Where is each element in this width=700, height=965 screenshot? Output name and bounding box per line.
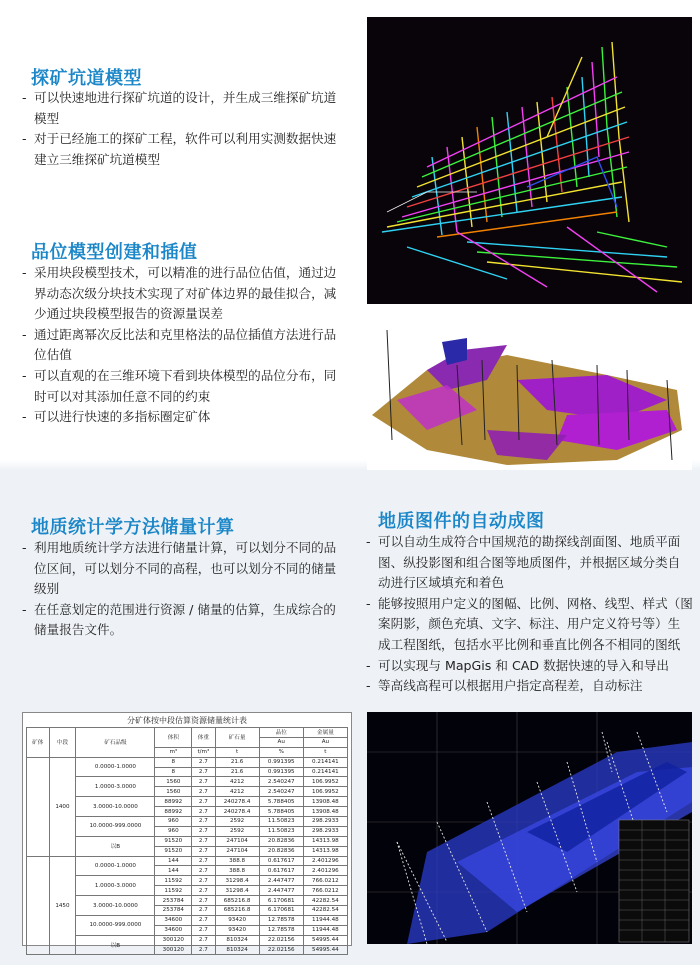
table-cell: 20.82836	[259, 836, 303, 846]
table-cell: 298.2933	[303, 817, 347, 827]
table-cell: 253784	[155, 896, 192, 906]
table-cell: 11.50823	[259, 826, 303, 836]
grade-bullet: - 通过距离幂次反比法和克里格法的品位插值方法进行品	[22, 325, 362, 346]
table-cell: 388.8	[215, 866, 259, 876]
mapping-bullet-cont: 案阴影，颜色充填、文字、标注、用户定义符号等）生	[378, 616, 681, 632]
table-cell: 106.9952	[303, 777, 347, 787]
table-cell: 247104	[215, 846, 259, 856]
table-cell: 2.7	[192, 777, 215, 787]
table-cell: 矿体	[27, 728, 50, 758]
table-cell	[27, 856, 50, 955]
mapping-graphic	[367, 712, 692, 944]
mapping-bullets	[366, 532, 696, 697]
table-cell: 34600	[155, 915, 192, 925]
table-cell: 1560	[155, 777, 192, 787]
table-header-row	[27, 728, 348, 738]
table-cell: 14313.98	[303, 836, 347, 846]
tunnel-bullet: - 可以快速地进行探矿坑道的设计，并生成三维探矿坑道	[22, 88, 357, 109]
table-cell: 2.7	[192, 787, 215, 797]
table-cell: 2.7	[192, 876, 215, 886]
mapping-image	[367, 712, 692, 944]
mapping-bullet: - 能够按照用户定义的图幅、比例、网格、线型、样式（图	[366, 594, 696, 615]
grade-bullet: - 可以进行快速的多指标圈定矿体	[22, 407, 362, 428]
table-cell: 2.7	[192, 807, 215, 817]
table-cell: 31298.4	[215, 876, 259, 886]
table-cell: 21.6	[215, 767, 259, 777]
mapping-bullet-cont: 成工程图纸，包括水平比例和垂直比例各不相同的图纸	[378, 636, 681, 652]
tunnel-bullet: - 对于已经施工的探矿工程，软件可以利用实测数据快速	[22, 129, 357, 150]
table-cell: 1.0000-3.0000	[76, 876, 155, 896]
table-cell: 2.447477	[259, 886, 303, 896]
table-cell: 2.7	[192, 886, 215, 896]
mapping-bullet-cont: 动进行区域填充和着色	[378, 575, 504, 591]
table-cell: 2592	[215, 826, 259, 836]
table-cell: m³	[155, 747, 192, 757]
table-cell: 以B	[76, 935, 155, 955]
table-cell: 93420	[215, 925, 259, 935]
geostat-bullet-cont: 位区间，可以划分不同的高程，也可以划分不同的储量	[34, 560, 337, 576]
table-cell: 42282.54	[303, 906, 347, 916]
table-cell: 0.214141	[303, 757, 347, 767]
table-cell: 960	[155, 817, 192, 827]
table-cell: 4212	[215, 787, 259, 797]
grade-bullet-cont: 位估值	[34, 347, 72, 363]
table-cell: t	[215, 747, 259, 757]
table-cell: 11592	[155, 876, 192, 886]
table-cell: 0.617617	[259, 866, 303, 876]
table-cell: Au	[303, 737, 347, 747]
table-cell: 13908.48	[303, 797, 347, 807]
mapping-title: 地质图件的自动成图	[378, 511, 545, 532]
table-title: 分矿体按中段估算资源储量统计表	[127, 716, 247, 725]
table-cell: 12.78578	[259, 915, 303, 925]
grade-bullet-cont: 少通过块段模型报告的资源量误差	[34, 306, 223, 322]
table-cell: %	[259, 747, 303, 757]
table-cell: 766.0212	[303, 876, 347, 886]
table-cell: 2.7	[192, 935, 215, 945]
table-cell: 766.0212	[303, 886, 347, 896]
geostat-bullet: - 在任意划定的范围进行资源 / 储量的估算，生成综合的	[22, 600, 362, 621]
table-cell: 14313.98	[303, 846, 347, 856]
table-cell: 810324	[215, 935, 259, 945]
table-row	[27, 856, 348, 866]
table-cell: 2.7	[192, 757, 215, 767]
table-cell: 5.788405	[259, 797, 303, 807]
table-cell: 10.0000-999.0000	[76, 817, 155, 837]
geostat-title: 地质统计学方法储量计算	[31, 517, 235, 538]
table-cell: 1.0000-3.0000	[76, 777, 155, 797]
table-cell: 品位	[259, 728, 303, 738]
table-cell: 20.82836	[259, 846, 303, 856]
grade-bullet-cont: 界动态次级分块技术实现了对矿体边界的最佳拟合，减	[34, 285, 337, 301]
grade-bullet: - 采用块段模型技术，可以精准的进行品位估值，通过边	[22, 263, 362, 284]
table-cell: 42282.54	[303, 896, 347, 906]
table-cell: 106.9952	[303, 787, 347, 797]
table-cell: t/m³	[192, 747, 215, 757]
table-cell: 91520	[155, 836, 192, 846]
table-cell: 0.991395	[259, 757, 303, 767]
table-cell: 54995.44	[303, 935, 347, 945]
table-cell: 2.7	[192, 866, 215, 876]
table-cell: Au	[259, 737, 303, 747]
table-cell: 2.7	[192, 767, 215, 777]
table-cell: 2.401296	[303, 856, 347, 866]
grade-title: 品位模型创建和插值	[31, 242, 198, 263]
table-cell: 144	[155, 856, 192, 866]
table-cell: 0.0000-1.0000	[76, 757, 155, 777]
table-cell: 388.8	[215, 856, 259, 866]
table-cell: 0.214141	[303, 767, 347, 777]
geostat-bullet: - 利用地质统计学方法进行储量计算，可以划分不同的品	[22, 538, 362, 559]
tunnel-model-graphic	[367, 17, 692, 304]
geostat-bullet-cont: 储量报告文件。	[34, 622, 123, 638]
table-cell: 247104	[215, 836, 259, 846]
table-cell: t	[303, 747, 347, 757]
table-cell: 22.02156	[259, 935, 303, 945]
reserve-stats-table	[22, 712, 352, 954]
table-cell: 2.7	[192, 915, 215, 925]
table-cell: 2.447477	[259, 876, 303, 886]
table-cell: 685216.8	[215, 896, 259, 906]
table-cell: 34600	[155, 925, 192, 935]
mapping-bullet: - 可以自动生成符合中国规范的勘探线剖面图、地质平面	[366, 532, 696, 553]
geostat-bullets	[22, 538, 362, 641]
table-cell: 以B	[76, 836, 155, 856]
table-cell: 11944.48	[303, 925, 347, 935]
table-cell: 2592	[215, 817, 259, 827]
table-cell: 矿石品级	[76, 728, 155, 758]
table-grid	[26, 727, 348, 955]
table-cell: 21.6	[215, 757, 259, 767]
table-cell: 12.78578	[259, 925, 303, 935]
table-cell: 88992	[155, 797, 192, 807]
table-cell: 2.7	[192, 836, 215, 846]
table-cell: 6.170681	[259, 906, 303, 916]
table-cell: 93420	[215, 915, 259, 925]
table-cell: 3.0000-10.0000	[76, 896, 155, 916]
table-cell: 5.788405	[259, 807, 303, 817]
tunnel-model-image	[367, 17, 692, 304]
table-cell: 31298.4	[215, 886, 259, 896]
table-cell: 11944.48	[303, 915, 347, 925]
table-cell: 0.617617	[259, 856, 303, 866]
table-cell: 253784	[155, 906, 192, 916]
grade-bullets	[22, 263, 362, 428]
tunnel-bullet-cont: 模型	[34, 110, 60, 126]
tunnel-title: 探矿坑道模型	[31, 68, 142, 89]
table-cell: 0.0000-1.0000	[76, 856, 155, 876]
table-cell: 2.7	[192, 797, 215, 807]
table-cell: 810324	[215, 945, 259, 955]
table-cell: 2.7	[192, 925, 215, 935]
table-cell: 4212	[215, 777, 259, 787]
table-cell: 中段	[49, 728, 76, 758]
table-cell: 2.7	[192, 906, 215, 916]
table-cell: 2.540247	[259, 777, 303, 787]
table-cell: 960	[155, 826, 192, 836]
table-cell: 11592	[155, 886, 192, 896]
table-cell: 8	[155, 757, 192, 767]
table-cell: 2.7	[192, 846, 215, 856]
table-cell: 1450	[49, 856, 76, 955]
mapping-bullet: - 可以实现与 MapGis 和 CAD 数据快速的导入和导出	[366, 656, 696, 677]
table-cell: 2.7	[192, 945, 215, 955]
table-cell: 10.0000-999.0000	[76, 915, 155, 935]
table-cell: 2.7	[192, 826, 215, 836]
table-cell: 240278.4	[215, 807, 259, 817]
grade-model-image	[367, 320, 692, 470]
table-cell: 54995.44	[303, 945, 347, 955]
table-cell: 体重	[192, 728, 215, 748]
tunnel-bullet-cont: 建立三维探矿坑道模型	[34, 151, 160, 167]
table-cell	[27, 757, 50, 856]
table-cell: 2.401296	[303, 866, 347, 876]
table-cell: 22.02156	[259, 945, 303, 955]
table-cell: 88992	[155, 807, 192, 817]
table-cell: 2.7	[192, 817, 215, 827]
grade-model-graphic	[367, 320, 692, 470]
geostat-bullet-cont: 级别	[34, 581, 60, 597]
table-cell: 金属量	[303, 728, 347, 738]
table-row	[27, 757, 348, 767]
table-cell: 240278.4	[215, 797, 259, 807]
table-cell: 体积	[155, 728, 192, 748]
mapping-bullet: - 等高线高程可以根据用户指定高程差，自动标注	[366, 676, 696, 697]
table-cell: 矿石量	[215, 728, 259, 748]
table-cell: 298.2933	[303, 826, 347, 836]
table-cell: 3.0000-10.0000	[76, 797, 155, 817]
table-cell: 2.7	[192, 856, 215, 866]
table-cell: 300120	[155, 935, 192, 945]
mapping-bullet-cont: 图、纵投影图和组合图等地质图件，并根据区域分类自	[378, 554, 681, 570]
table-cell: 685216.8	[215, 906, 259, 916]
grade-bullet-cont: 时可以对其添加任意不同的约束	[34, 388, 211, 404]
table-cell: 8	[155, 767, 192, 777]
tunnel-bullets	[22, 88, 357, 170]
table-cell: 1560	[155, 787, 192, 797]
table-cell: 91520	[155, 846, 192, 856]
grade-bullet: - 可以直观的在三维环境下看到块体模型的品位分布，同	[22, 366, 362, 387]
table-cell: 300120	[155, 945, 192, 955]
table-cell: 2.7	[192, 896, 215, 906]
table-cell: 1400	[49, 757, 76, 856]
table-cell: 11.50823	[259, 817, 303, 827]
table-cell: 13908.48	[303, 807, 347, 817]
table-cell: 144	[155, 866, 192, 876]
table-cell: 2.540247	[259, 787, 303, 797]
table-cell: 0.991395	[259, 767, 303, 777]
table-cell: 6.170681	[259, 896, 303, 906]
